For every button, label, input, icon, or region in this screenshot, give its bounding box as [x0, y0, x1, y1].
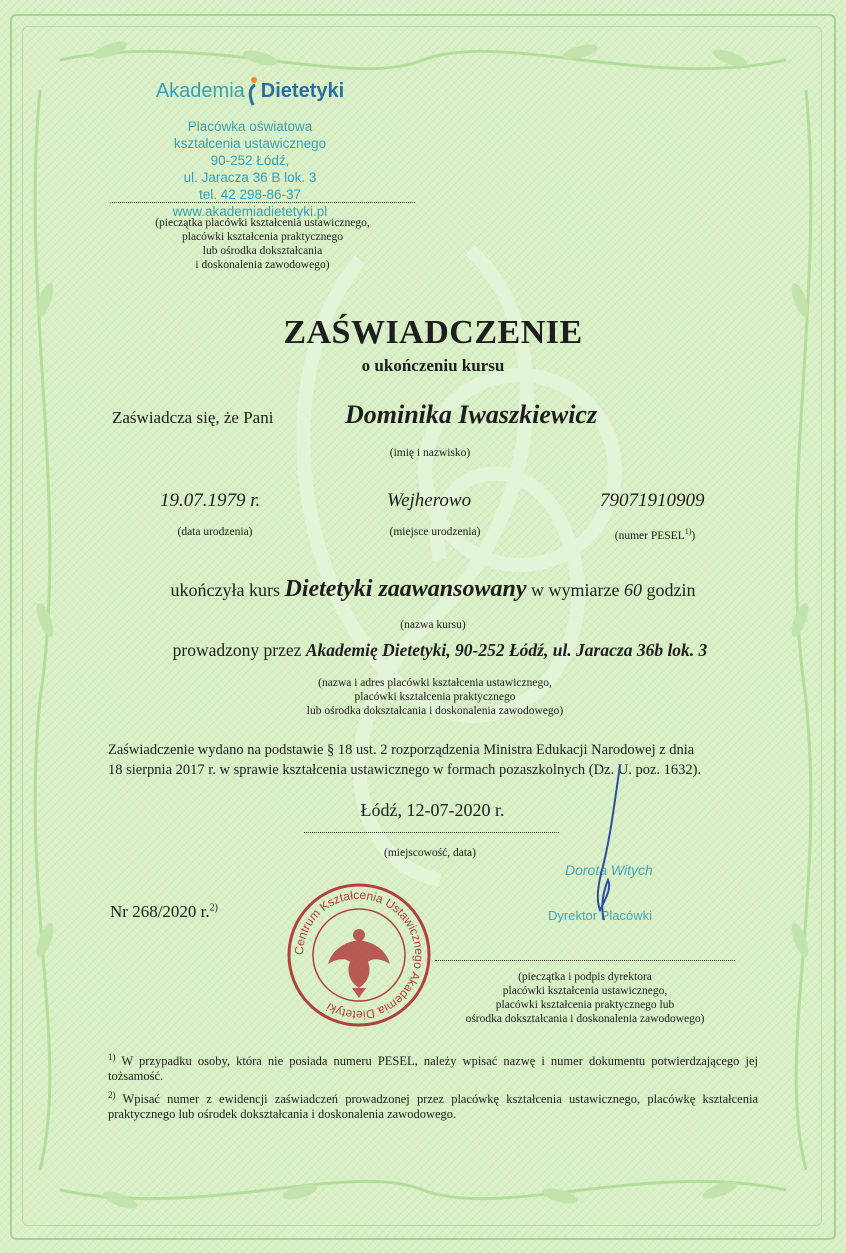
caption-line: placówki kształcenia ustawicznego,	[502, 985, 668, 997]
caption-line: i doskonalenia zawodowego)	[195, 259, 330, 271]
course-prefix: ukończyła kurs	[170, 580, 280, 600]
footnote-text: Wpisać numer z ewidencji zaświadczeń prowadzonej przez placówkę kształcenia ustawicznego, placówkę kształcenia praktycznego lub ośrodek dokształcania i doskonalenia zawodowego.	[108, 1092, 759, 1122]
caption-line: lub ośrodka dokształcania i doskonalenia zawodowego)	[306, 705, 564, 717]
person-name: Dominika Iwaszkiewicz	[345, 400, 598, 429]
birth-date-caption: (data urodzenia)	[177, 526, 253, 538]
person-figure-icon	[246, 76, 260, 106]
pesel-caption-sup: 1)	[684, 527, 692, 536]
course-mid: w wymiarze	[531, 580, 620, 600]
birth-place-caption: (miejsce urodzenia)	[389, 526, 481, 538]
pesel-caption-text: (numer PESEL	[614, 529, 685, 542]
stamp-line: ul. Jaracza 36 B lok. 3	[183, 170, 317, 185]
stamp-dotted-line	[110, 202, 415, 203]
stamp-line: www.akademiadietetyki.pl	[172, 204, 328, 219]
birth-date-suffix: r.	[250, 490, 261, 511]
caption-line: lub ośrodka dokształcania	[202, 245, 323, 257]
caption-line: placówki kształcenia praktycznego	[354, 691, 516, 703]
stamp-line: Placówka oświatowa	[187, 119, 313, 134]
number-text: Nr 268/2020 r.	[110, 902, 210, 921]
birth-date-line	[160, 490, 260, 512]
provider-caption	[270, 676, 600, 718]
certificate-number	[110, 902, 218, 922]
stamp-line: tel. 42 298-86-37	[198, 187, 302, 202]
course-suffix: godzin	[646, 580, 696, 600]
pesel-caption	[590, 525, 720, 543]
caption-line: (pieczątka i podpis dyrektora	[518, 971, 652, 983]
caption-line: ośrodka dokształcania i doskonalenia zawodowego)	[465, 1013, 705, 1025]
footnote-marker: 2)	[108, 1090, 116, 1101]
provider-line	[0, 640, 846, 661]
stamp-address	[120, 118, 380, 220]
logo-name-light: Akademia	[155, 79, 245, 102]
pesel-caption-end: )	[691, 529, 696, 542]
director-caption	[440, 970, 730, 1026]
director-signature	[560, 760, 660, 930]
birth-date: 19.07.1979	[160, 490, 246, 511]
place-date-caption: (miejscowość, data)	[384, 847, 476, 859]
caption-line: placówki kształcenia praktycznego lub	[495, 999, 675, 1011]
birth-place: Wejherowo	[387, 490, 472, 511]
footnote-text: W przypadku osoby, która nie posiada numeru PESEL, należy wpisać nazwę i numer dokumentu potwierdzającego jej tożsamość.	[108, 1054, 758, 1084]
name-caption: (imię i nazwisko)	[389, 447, 471, 459]
pesel-number: 79071910909	[600, 490, 705, 511]
logo	[120, 76, 380, 106]
stamp-line: kształcenia ustawicznego	[173, 136, 327, 151]
eagle-emblem-icon	[284, 880, 434, 1030]
director-name: Dorota Witych	[565, 862, 653, 878]
caption-line: (pieczątka placówki kształcenia ustawicznego,	[155, 217, 370, 229]
course-hours: 60	[623, 580, 642, 600]
footnotes	[108, 1050, 758, 1122]
course-name: Dietetyki zaawansowany	[284, 576, 527, 602]
director-dotted-line	[435, 960, 735, 961]
stamp-line: 90-252 Łódź,	[210, 153, 290, 168]
provider-prefix: prowadzony przez	[172, 640, 302, 660]
footnote	[108, 1088, 758, 1122]
legal-basis-line: Zaświadczenie wydano na podstawie § 18 ust. 2 rozporządzenia Ministra Edukacji Narodowej z dnia	[108, 742, 695, 758]
footnote	[108, 1050, 758, 1084]
document-title: ZAŚWIADCZENIE	[283, 314, 583, 351]
legal-basis-line: 18 sierpnia 2017 r. w sprawie kształcenia ustawicznego w formach pozaszkolnych (Dz. U. poz. 1632).	[108, 762, 702, 778]
provider-name: Akademię Dietetyki, 90-252 Łódź, ul. Jaracza 36b lok. 3	[305, 640, 708, 660]
seal-ring-text: Centrum Kształcenia Ustawicznego Akademia Dietetyki	[291, 887, 427, 1023]
stamp-caption	[100, 216, 425, 272]
footnote-marker: 1)	[108, 1052, 116, 1062]
institution-stamp	[120, 76, 380, 220]
place-date: Łódź, 12-07-2020 r.	[360, 800, 505, 820]
place-date-dotted-line	[304, 832, 559, 833]
number-sup: 2)	[209, 902, 218, 914]
director-role: Dyrektor Placówki	[548, 908, 653, 923]
caption-line: (nazwa i adres placówki kształcenia ustawicznego,	[318, 677, 552, 689]
legal-basis	[108, 740, 758, 780]
logo-name-bold: Dietetyki	[260, 79, 345, 102]
course-line	[0, 576, 846, 603]
caption-line: placówki kształcenia praktycznego	[182, 231, 343, 243]
intro-text: Zaświadcza się, że Pani	[112, 408, 274, 427]
document-subtitle: o ukończeniu kursu	[361, 356, 505, 375]
course-caption: (nazwa kursu)	[400, 619, 466, 631]
